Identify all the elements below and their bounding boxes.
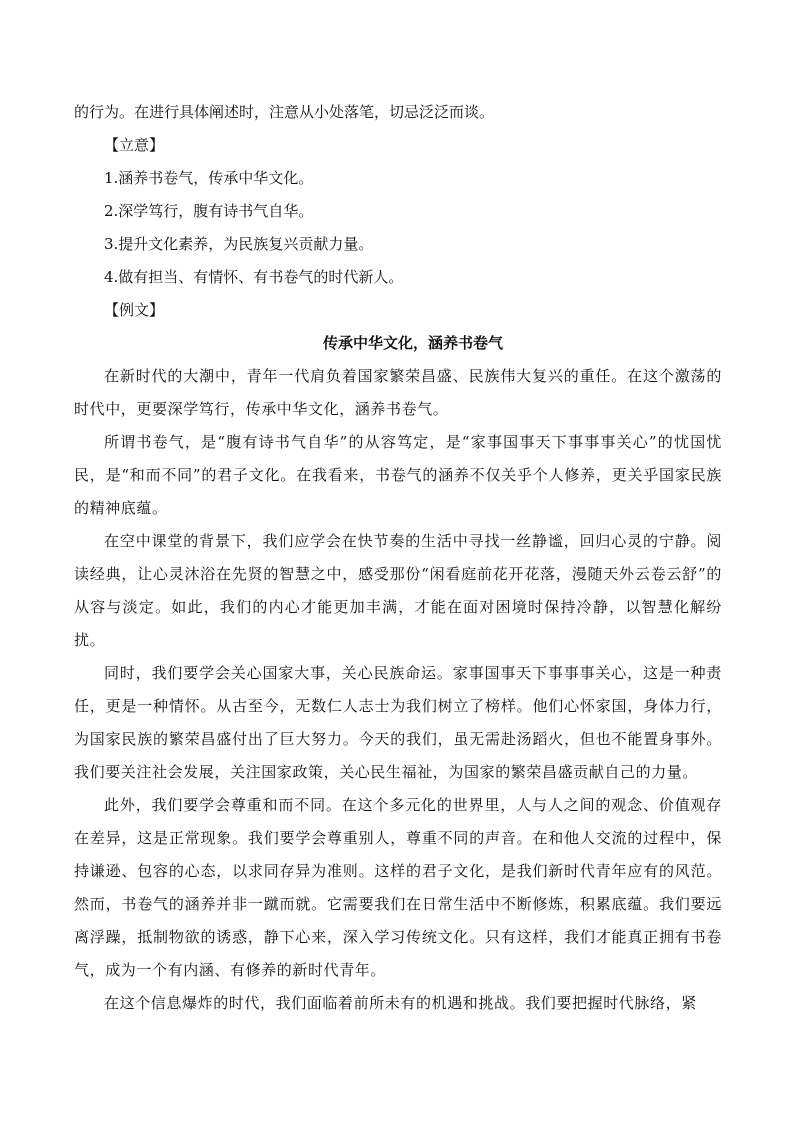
essay-paragraph-5: 此外，我们要学会尊重和而不同。在这个多元化的世界里，人与人之间的观念、价值观存在差异，这是正常现象。我们要学会尊重别人，尊重不同的声音。在和他人交流的过程中，保持谦逊、包容的心态，以求同存异为准则。这样的君子文化，是我们新时代青年应有的风范。 然而，书卷气的涵养并非一蹴而就。它需要我们在日常生活中不断修炼，积累底蕴。我们要远离浮躁，抵制物欲的诱惑，静下心来，深入学习传统文化。只有这样，我们才能真正拥有书卷气，成为一个有内涵、有修养的新时代青年。 [74,796,722,979]
essay-paragraph-2: 所谓书卷气，是“腹有诗书气自华”的从容笃定，是“家事国事天下事事事关心”的忧国忧民，是“和而不同”的君子文化。在我看来，书卷气的涵养不仅关乎个人修养，更关乎国家民族的精神底蕴。 [74,433,722,517]
essay-paragraph-4: 同时，我们要学会关心国家大事，关心民族命运。家事国事天下事事事关心，这是一种责任，更是一种情怀。从古至今，无数仁人志士为我们树立了榜样。他们心怀家国，身体力行，为国家民族的繁荣昌盛付出了巨大努力。今天的我们，虽无需赴汤蹈火，但也不能置身事外。我们要关注社会发展，关注国家政策，关心民生福祉，为国家的繁荣昌盛贡献自己的力量。 [74,664,722,781]
intent-point-2: 2.深学笃行，腹有诗书气自华。 [104,202,314,220]
intent-point-1: 1.涵养书卷气，传承中华文化。 [104,169,314,187]
essay-paragraph-1: 在新时代的大潮中，青年一代肩负着国家繁荣昌盛、民族伟大复兴的重任。在这个激荡的时代中，更要深学笃行，传承中华文化，涵养书卷气。 [74,367,722,418]
essay-title: 传承中华文化，涵养书卷气 [322,334,503,352]
essay-paragraph-6: 在这个信息爆炸的时代，我们面临着前所未有的机遇和挑战。我们要把握时代脉络，紧 [104,994,697,1012]
intent-heading: 【立意】 [104,136,165,154]
intent-point-4: 4.做有担当、有情怀、有书卷气的时代新人。 [104,268,404,286]
lead-line: 的行为。在进行具体阐述时，注意从小处落笔，切忌泛泛而谈。 [74,103,495,121]
essay-paragraph-3: 在空中课堂的背景下，我们应学会在快节奏的生活中寻找一丝静谧，回归心灵的宁静。阅读经典，让心灵沐浴在先贤的智慧之中，感受那份“闲看庭前花开花落，漫随天外云卷云舒”的从容与淡定。如此，我们的内心才能更加丰满，才能在面对困境时保持冷静，以智慧化解纷扰。 [74,532,722,649]
intent-point-3: 3.提升文化素养，为民族复兴贡献力量。 [104,235,374,253]
example-heading: 【例文】 [104,301,165,319]
document-body [74,96,722,1020]
